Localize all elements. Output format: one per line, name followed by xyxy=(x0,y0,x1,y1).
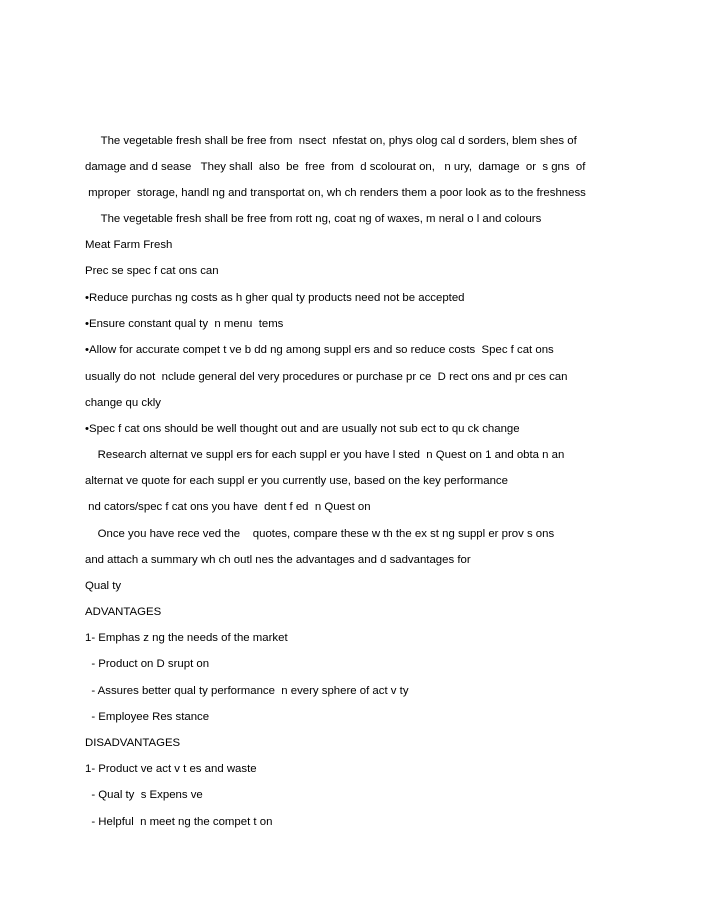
list-item: - Employee Res stance xyxy=(85,711,210,723)
bullet-text: Allow for accurate compet t ve b dd ng among suppl ers and so reduce costs Spec f cat ons xyxy=(89,344,554,356)
paragraph-line: Once you have rece ved the quotes, compare these w th the ex st ng suppl er prov s ons xyxy=(85,528,555,540)
bullet-icon: • xyxy=(85,423,89,435)
paragraph-line: The vegetable fresh shall be free from nsect nfestat on, phys olog cal d sorders, blem shes of xyxy=(85,135,577,147)
paragraph-line: Research alternat ve suppl ers for each suppl er you have l sted n Quest on 1 and obta n an xyxy=(85,449,565,461)
list-item: 1- Product ve act v t es and waste xyxy=(85,763,257,775)
paragraph-line: Prec se spec f cat ons can xyxy=(85,265,219,277)
bullet-item xyxy=(85,422,520,436)
bullet-item xyxy=(85,317,283,331)
paragraph-line: mproper storage, handl ng and transportat on, wh ch renders them a poor look as to the freshness xyxy=(85,187,586,199)
bullet-icon: • xyxy=(85,318,89,330)
advantages-heading: ADVANTAGES xyxy=(85,606,162,618)
paragraph-line: damage and d sease They shall also be free from d scolourat on, n ury, damage or s gns of xyxy=(85,161,586,173)
list-item: - Assures better qual ty performance n every sphere of act v ty xyxy=(85,685,409,697)
disadvantages-heading: DISADVANTAGES xyxy=(85,737,181,749)
list-item: 1- Emphas z ng the needs of the market xyxy=(85,632,288,644)
paragraph-line: nd cators/spec f cat ons you have dent f ed n Quest on xyxy=(85,501,371,513)
paragraph-line: change qu ckly xyxy=(85,397,161,409)
list-item: - Qual ty s Expens ve xyxy=(85,789,203,801)
list-item: - Product on D srupt on xyxy=(85,658,210,670)
section-heading: Meat Farm Fresh xyxy=(85,239,173,251)
bullet-icon: • xyxy=(85,292,89,304)
bullet-text: Spec f cat ons should be well thought out and are usually not sub ect to qu ck change xyxy=(89,423,520,435)
list-item: - Helpful n meet ng the compet t on xyxy=(85,816,273,828)
bullet-item xyxy=(85,291,465,305)
paragraph-line: and attach a summary wh ch outl nes the advantages and d sadvantages for xyxy=(85,554,471,566)
paragraph-line: usually do not nclude general del very procedures or purchase pr ce D rect ons and pr ces can xyxy=(85,371,568,383)
paragraph-line: The vegetable fresh shall be free from rott ng, coat ng of waxes, m neral o l and colours xyxy=(85,213,542,225)
paragraph-line: alternat ve quote for each suppl er you currently use, based on the key performance xyxy=(85,475,508,487)
bullet-text: Reduce purchas ng costs as h gher qual ty products need not be accepted xyxy=(89,292,465,304)
bullet-text: Ensure constant qual ty n menu tems xyxy=(89,318,284,330)
bullet-icon: • xyxy=(85,344,89,356)
bullet-item xyxy=(85,343,554,357)
paragraph-line: Qual ty xyxy=(85,580,122,592)
